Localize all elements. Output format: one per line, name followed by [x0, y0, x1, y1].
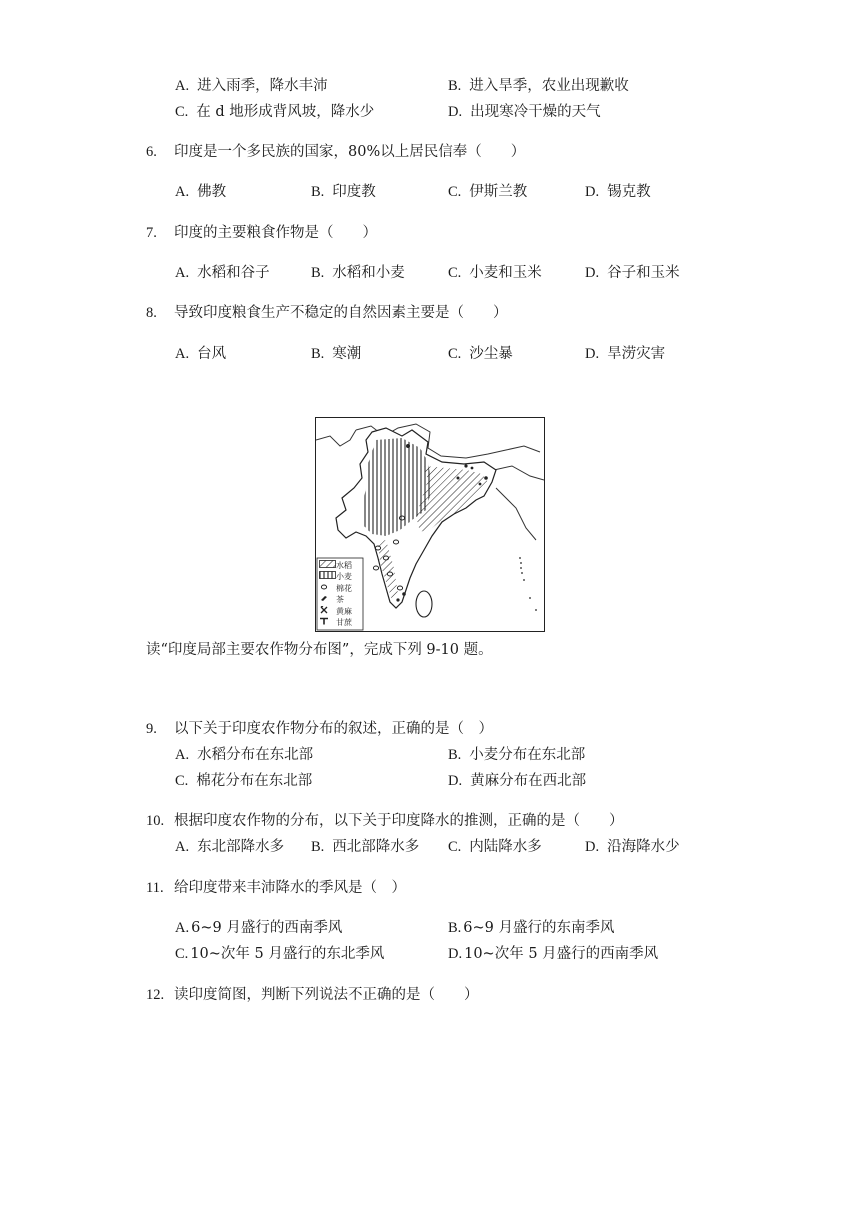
jute-icon [319, 606, 336, 614]
legend-item-tea: 茶 [319, 594, 352, 605]
q10-option-b: B. 西北部降水多 [311, 839, 420, 855]
tea-icon [319, 594, 336, 602]
q8-option-c: C. 沙尘暴 [448, 346, 513, 362]
q5-option-a: A. 进入雨季，降水丰沛 [175, 78, 328, 94]
q6-option-b: B. 印度教 [311, 184, 376, 200]
q7-option-d: D. 谷子和玉米 [585, 265, 680, 281]
q8-stem: 8. 导致印度粮食生产不稳定的自然因素主要是（ ） [146, 305, 508, 321]
q7-option-a: A. 水稻和谷子 [175, 265, 270, 281]
legend-item-sugarcane: 甘蔗 [319, 617, 352, 628]
q8-option-d: D. 旱涝灾害 [585, 346, 666, 362]
q11-option-b: B. 6~9 月盛行的东南季风 [448, 920, 615, 936]
q10-stem: 10. 根据印度农作物的分布，以下关于印度降水的推测，正确的是（ ） [146, 813, 624, 829]
map-caption: 读“印度局部主要农作物分布图”，完成下列 9-10 题。 [146, 642, 493, 658]
q6-option-d: D. 锡克教 [585, 184, 651, 200]
q8-option-b: B. 寒潮 [311, 346, 362, 362]
q7-stem: 7. 印度的主要粮食作物是（ ） [146, 225, 377, 241]
q6-option-c: C. 伊斯兰教 [448, 184, 528, 200]
q7-option-b: B. 水稻和小麦 [311, 265, 405, 281]
q9-option-a: A. 水稻分布在东北部 [175, 747, 314, 763]
q6-option-a: A. 佛教 [175, 184, 227, 200]
q11-option-c: C. 10~次年 5 月盛行的东北季风 [175, 946, 385, 962]
q11-stem: 11. 给印度带来丰沛降水的季风是（ ） [146, 880, 406, 896]
q9-option-d: D. 黄麻分布在西北部 [448, 773, 587, 789]
q10-option-a: A. 东北部降水多 [175, 839, 285, 855]
legend-item-jute: 黄麻 [319, 606, 352, 617]
q6-stem: 6. 印度是一个多民族的国家，80%以上居民信奉（ ） [146, 144, 526, 160]
q9-option-b: B. 小麦分布在东北部 [448, 747, 586, 763]
legend-item-cotton: 棉花 [319, 583, 352, 594]
q11-option-a: A. 6~9 月盛行的西南季风 [175, 920, 343, 936]
legend-item-wheat: 小麦 [319, 571, 352, 582]
q12-stem: 12. 读印度简图，判断下列说法不正确的是（ ） [146, 987, 479, 1003]
india-crop-map [315, 417, 545, 632]
q9-option-c: C. 棉花分布在东北部 [175, 773, 313, 789]
legend-item-rice: 水稻 [319, 560, 352, 571]
q8-option-a: A. 台风 [175, 346, 227, 362]
q5-option-b: B. 进入旱季，农业出现歉收 [448, 78, 629, 94]
map-legend [319, 560, 352, 628]
sugarcane-icon [319, 617, 336, 625]
cotton-icon [319, 583, 336, 591]
q5-option-c: C. 在 d 地形成背风坡，降水少 [175, 104, 375, 120]
rice-hatch-icon [319, 560, 336, 568]
q9-stem: 9. 以下关于印度农作物分布的叙述，正确的是（ ） [146, 721, 493, 737]
q10-option-d: D. 沿海降水少 [585, 839, 680, 855]
q10-option-c: C. 内陆降水多 [448, 839, 542, 855]
q7-option-c: C. 小麦和玉米 [448, 265, 542, 281]
q11-option-d: D. 10~次年 5 月盛行的西南季风 [448, 946, 659, 962]
q5-option-d: D. 出现寒冷干燥的天气 [448, 104, 601, 120]
wheat-hatch-icon [319, 571, 336, 579]
